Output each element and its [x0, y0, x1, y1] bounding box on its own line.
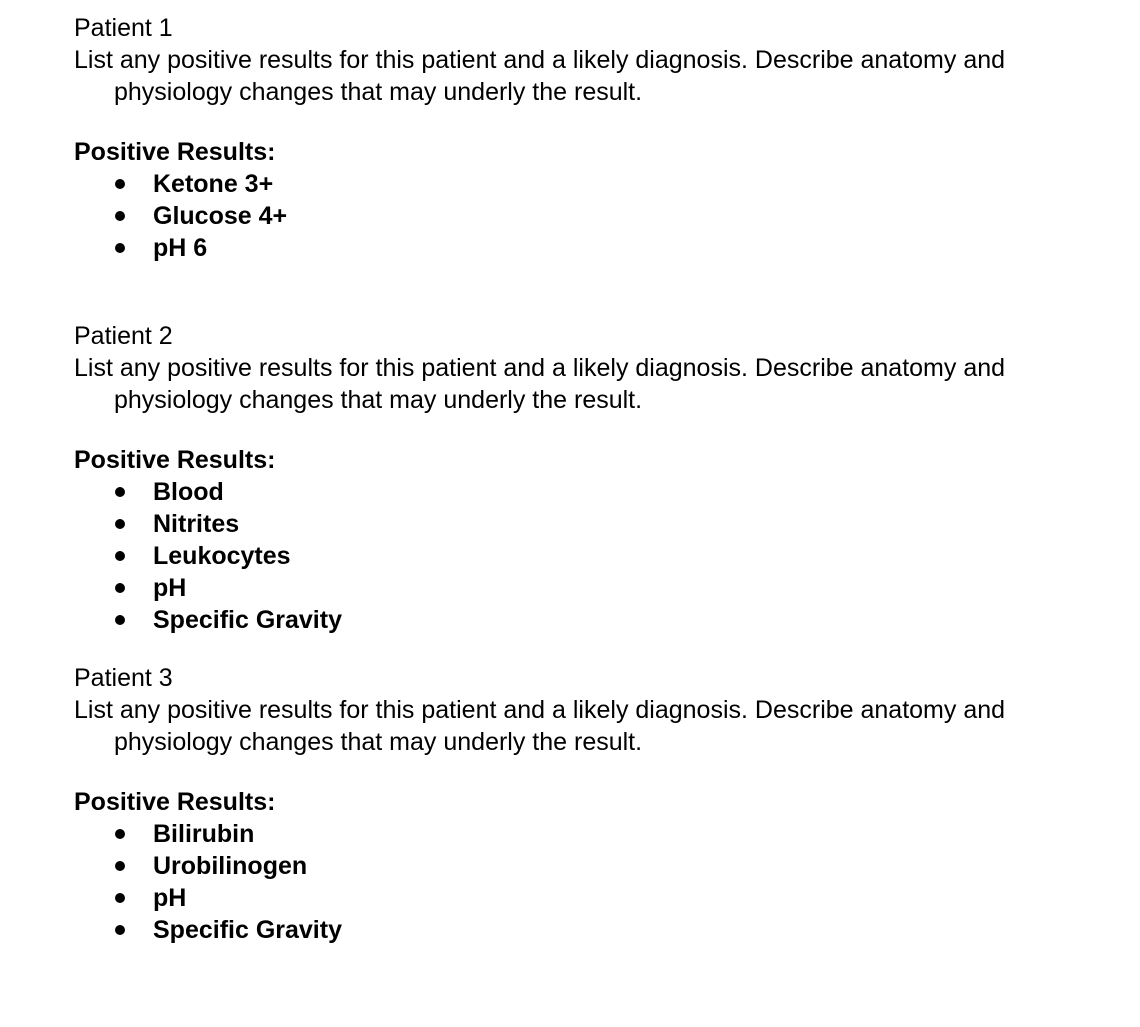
- result-label: Specific Gravity: [153, 606, 342, 634]
- result-label: Urobilinogen: [153, 852, 308, 880]
- results-heading: Positive Results:: [74, 446, 276, 474]
- result-label: Leukocytes: [153, 542, 291, 570]
- list-item: [74, 572, 1084, 604]
- list-item: [74, 200, 1084, 232]
- patient-section: [74, 12, 1084, 264]
- patient-title: Patient 3: [74, 664, 173, 692]
- result-label: Nitrites: [153, 510, 240, 538]
- patient-section: [74, 662, 1084, 946]
- bullet-icon: [115, 861, 125, 871]
- bullet-icon: [115, 925, 125, 935]
- bullet-icon: [115, 615, 125, 625]
- results-heading: Positive Results:: [74, 138, 276, 166]
- list-item: [74, 540, 1084, 572]
- bullet-icon: [115, 519, 125, 529]
- bullet-icon: [115, 583, 125, 593]
- instruction-text: List any positive results for this patient and a likely diagnosis. Describe anatomy and: [74, 46, 1006, 74]
- result-label: pH 6: [153, 234, 208, 262]
- list-item: [74, 914, 1084, 946]
- bullet-icon: [115, 179, 125, 189]
- list-item: [74, 508, 1084, 540]
- instruction-text: List any positive results for this patient and a likely diagnosis. Describe anatomy and: [74, 354, 1006, 382]
- patient-title: Patient 2: [74, 322, 173, 350]
- instruction-text-continued: physiology changes that may underly the result.: [114, 386, 643, 414]
- result-label: Bilirubin: [153, 820, 255, 848]
- result-label: pH: [153, 574, 187, 602]
- bullet-icon: [115, 551, 125, 561]
- list-item: [74, 882, 1084, 914]
- list-item: [74, 168, 1084, 200]
- instruction-text-continued: physiology changes that may underly the result.: [114, 78, 643, 106]
- list-item: [74, 818, 1084, 850]
- patient-section: [74, 320, 1084, 636]
- patient-title: Patient 1: [74, 14, 173, 42]
- list-item: [74, 232, 1084, 264]
- bullet-icon: [115, 829, 125, 839]
- bullet-icon: [115, 487, 125, 497]
- list-item: [74, 850, 1084, 882]
- result-label: Glucose 4+: [153, 202, 288, 230]
- result-label: Blood: [153, 478, 224, 506]
- results-list: [74, 476, 1084, 636]
- list-item: [74, 476, 1084, 508]
- results-heading: Positive Results:: [74, 788, 276, 816]
- result-label: Specific Gravity: [153, 916, 342, 944]
- instruction-text-continued: physiology changes that may underly the result.: [114, 728, 643, 756]
- result-label: pH: [153, 884, 187, 912]
- bullet-icon: [115, 211, 125, 221]
- list-item: [74, 604, 1084, 636]
- bullet-icon: [115, 243, 125, 253]
- result-label: Ketone 3+: [153, 170, 274, 198]
- instruction-text: List any positive results for this patient and a likely diagnosis. Describe anatomy and: [74, 696, 1006, 724]
- results-list: [74, 168, 1084, 264]
- results-list: [74, 818, 1084, 946]
- bullet-icon: [115, 893, 125, 903]
